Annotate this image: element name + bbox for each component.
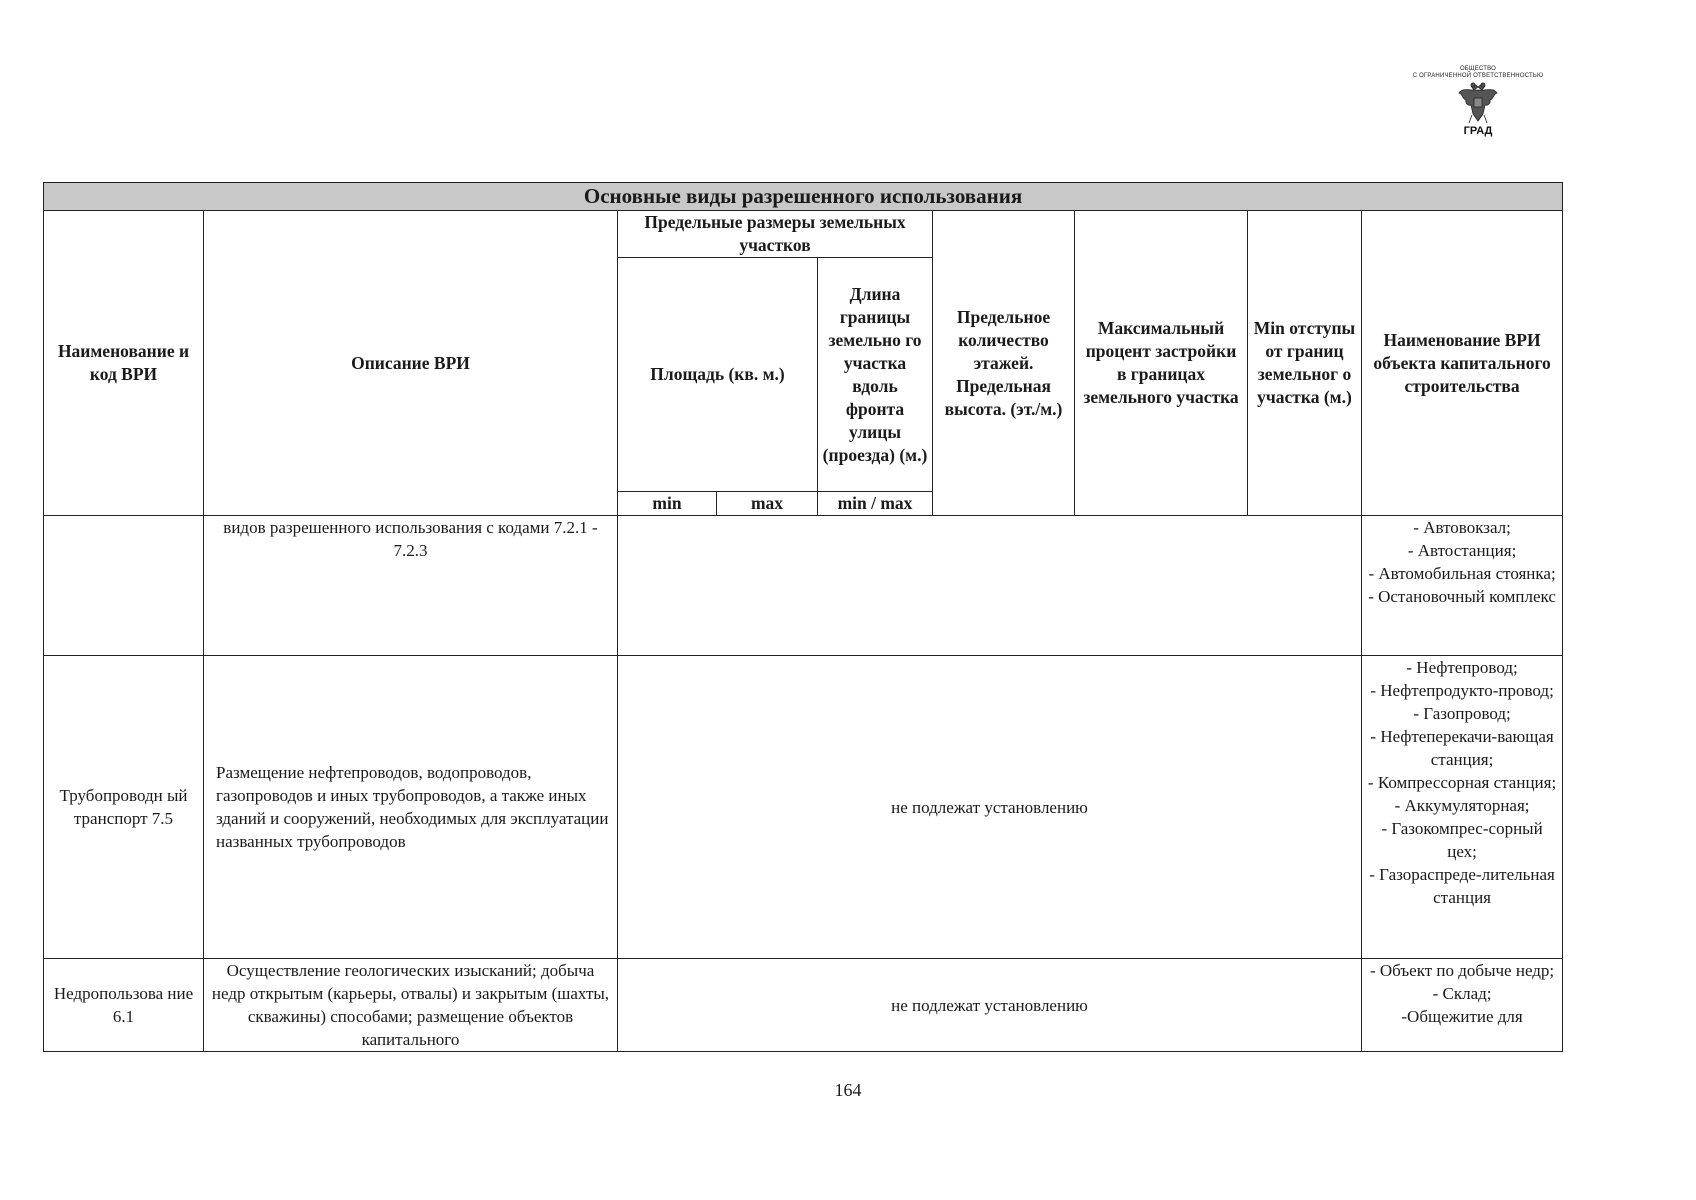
logo-org-text: ОБЩЕСТВО С ОГРАНИЧЕННОЙ ОТВЕТСТВЕННОСТЬЮ: [1412, 66, 1544, 79]
row-params: не подлежат установлению: [618, 959, 1362, 1052]
row-capital-objects: - Нефтепровод; - Нефтепродукто-провод; - Газопровод; - Нефтеперекачи-вающая станция; - Компрессорная станция; - Аккумуляторная; - Газокомпрес-сорный цех; - Газораспреде-лительная станция: [1362, 656, 1563, 959]
header-name-code: Наименование и код ВРИ: [44, 211, 204, 516]
company-logo: [1393, 66, 1563, 158]
row-description: Осуществление геологических изысканий; добыча недр открытым (карьеры, отвалы) и закрытым (шахты, скважины) способами; размещение объектов капитального: [204, 959, 618, 1052]
header-area-max: max: [717, 492, 818, 516]
row-params: не подлежат установлению: [618, 656, 1362, 959]
table-row: [44, 959, 1563, 1052]
row-name: Недропользова ние 6.1: [44, 959, 204, 1052]
vri-table: [43, 182, 1563, 1052]
header-description: Описание ВРИ: [204, 211, 618, 516]
row-capital-objects: - Объект по добыче недр; - Склад; -Общежитие для: [1362, 959, 1563, 1052]
header-floors: Предельное количество этажей. Предельная высота. (эт./м.): [933, 211, 1075, 516]
header-area: Площадь (кв. м.): [618, 258, 818, 492]
header-setbacks: Min отступы от границ земельног о участка (м.): [1248, 211, 1362, 516]
row-params: [618, 516, 1362, 656]
header-plot-limits: Предельные размеры земельных участков: [618, 211, 933, 258]
row-capital-objects: - Автовокзал; - Автостанция; - Автомобильная стоянка; - Остановочный комплекс: [1362, 516, 1563, 656]
eagle-emblem-icon: [1457, 81, 1499, 125]
table-row: [44, 516, 1563, 656]
header-capital-objects: Наименование ВРИ объекта капитального строительства: [1362, 211, 1563, 516]
table-title: Основные виды разрешенного использования: [44, 183, 1563, 211]
page-number: 164: [834, 1080, 862, 1100]
row-description: видов разрешенного использования с кодами 7.2.1 - 7.2.3: [204, 516, 618, 656]
header-coverage: Максимальный процент застройки в границах земельного участка: [1075, 211, 1248, 516]
row-description: Размещение нефтепроводов, водопроводов, газопроводов и иных трубопроводов, а также иных зданий и сооружений, необходимых для эксплуатации названных трубопроводов: [204, 656, 618, 959]
table-row: [44, 656, 1563, 959]
row-name: [44, 516, 204, 656]
header-frontage: Длина границы земельно го участка вдоль фронта улицы (проезда) (м.): [818, 258, 933, 492]
header-area-min: min: [618, 492, 717, 516]
row-name: Трубопроводн ый транспорт 7.5: [44, 656, 204, 959]
header-frontage-minmax: min / max: [818, 492, 933, 516]
logo-brand: ГРАД: [1463, 125, 1493, 137]
